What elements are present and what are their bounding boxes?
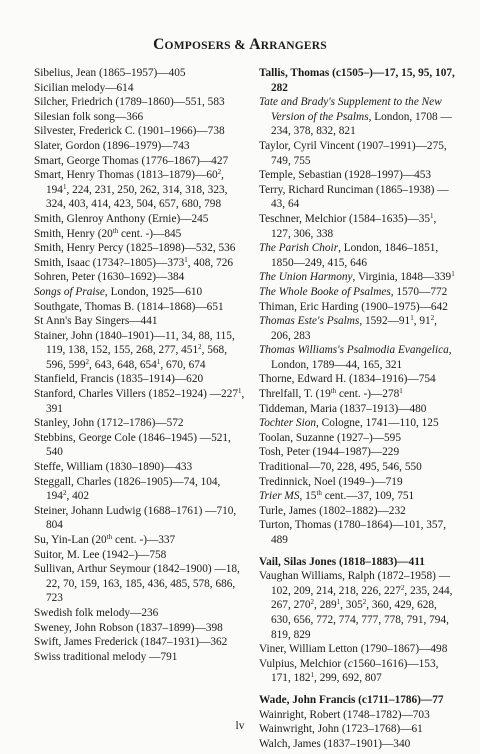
- index-entry: Turle, James (1802–1882)—232: [259, 504, 406, 517]
- index-entry: Terry, Richard Runciman (1865–1938) —43, 64: [259, 183, 449, 211]
- index-entry: Smith, Henry Percy (1825–1898)—532, 536: [34, 242, 236, 255]
- index-entry: Smith, Glenroy Anthony (Ernie)—245: [34, 212, 209, 225]
- index-entry: Tochter Sion, Cologne, 1741—110, 125: [259, 417, 439, 430]
- index-entry: Sicilian melody—614: [34, 81, 134, 94]
- index-entry: Wainright, Robert (1748–1782)—703: [259, 708, 430, 721]
- index-entry: Tate and Brady's Supplement to the New Version of the Psalms, London, 1708 —234, 378, 832, 821: [259, 96, 452, 138]
- index-entry: The Whole Booke of Psalmes, 1570—772: [259, 285, 448, 298]
- index-entry: Sibelius, Jean (1865–1957)—405: [34, 67, 186, 79]
- index-entry: Stainer, John (1840–1901)—11, 34, 88, 115, 119, 138, 152, 155, 268, 277, $451^2$, 568, 596, $599^2$, 643, 648, $654^1$, 670, 674: [34, 329, 235, 371]
- index-entry: Silesian folk song—366: [34, 110, 144, 123]
- index-entry: Wainwright, John (1723–1768)—61: [259, 723, 423, 736]
- index-entry: Steffe, William (1830–1890)—433: [34, 461, 193, 474]
- index-entry: Vaughan Williams, Ralph (1872–1958) —102, 209, 214, 218, 226, $227^2$, 235, 244, 267, $270^2$, $289^1$, $305^2$, 360, 429, 628, 630, 656, 772, 774, 777, 778, 791, 794, 819, 829: [259, 570, 453, 641]
- index-column-right: [259, 66, 455, 751]
- index-entry: Toolan, Suzanne (1927–)—595: [259, 431, 401, 444]
- index-entry: Vulpius, Melchior (c1560–1616)—153, 171, $182^1$, 299, 692, 807: [259, 657, 439, 685]
- index-entry: Songs of Praise, London, 1925—610: [34, 285, 203, 298]
- index-entry: Thiman, Eric Harding (1900–1975)—642: [259, 300, 448, 313]
- index-entry: The Parish Choir, London, 1846–1851, 1850—249, 415, 646: [259, 242, 439, 269]
- index-entry: Wade, John Francis (c1711–1786)—77: [259, 693, 444, 706]
- index-entry: Temple, Sebastian (1928–1997)—453: [259, 169, 432, 182]
- index-entry: Suitor, M. Lee (1942–)—758: [34, 548, 167, 561]
- index-entry: Taylor, Cyril Vincent (1907–1991)—275, 749, 755: [259, 139, 447, 167]
- index-entry: Smart, Henry Thomas $(1813-1879)—60^2$, $194^1$, 224, 231, 250, 262, 314, 318, 323, 324, 403, 414, 423, 504, 657, 680, 798: [34, 168, 228, 211]
- index-entry: Threlfall, T. (19th cent. $-)—278^1$: [259, 387, 403, 401]
- page-title: COMPOSERS & ARRANGERS: [153, 36, 327, 53]
- index-entry: Thomas Williams's Psalmodia Evangelica, London, 1789—44, 165, 321: [259, 344, 452, 371]
- index-entry: Vail, Silas Jones (1818–1883)—411: [259, 555, 425, 568]
- index-entry: Su, Yin-Lan (20th cent. -)—337: [34, 533, 176, 546]
- index-entry: Smart, George Thomas (1776–1867)—427: [34, 154, 229, 167]
- index-entry: Slater, Gordon (1896–1979)—743: [34, 139, 190, 152]
- index-entry: Swiss traditional melody —791: [34, 650, 178, 663]
- index-entry: Stebbins, George Cole (1846–1945) —521, 540: [34, 431, 231, 459]
- index-entry: Silvester, Frederick C. (1901–1966)—738: [34, 125, 225, 138]
- index-entry: Viner, William Letton (1790–1867)—498: [259, 643, 448, 656]
- index-entry: Walch, James (1837–1901)—340: [259, 737, 411, 750]
- index-column-left: [34, 66, 246, 664]
- index-entry: Tosh, Peter (1944–1987)—229: [259, 446, 400, 459]
- index-entry: Sohren, Peter (1630–1692)—384: [34, 271, 185, 284]
- index-entry: Tallis, Thomas (c1505–)—17, 15, 95, 107, 282: [259, 67, 455, 94]
- index-entry: Trier MS, 15th cent.—37, 109, 751: [259, 489, 415, 503]
- index-entry: Smith, Henry (20th cent. -)—845: [34, 226, 182, 240]
- page-number: lv: [235, 720, 245, 732]
- index-entry: Thorne, Edward H. (1834–1916)—754: [259, 373, 436, 386]
- index-entry: Sullivan, Arthur Seymour (1842–1900) —18, 22, 70, 159, 163, 185, 436, 485, 578, 686, 723: [34, 563, 240, 605]
- index-entry: The Union Harmony, Virginia, $1848—339^1$: [259, 270, 455, 284]
- index-entry: Steiner, Johann Ludwig (1688–1761) —710, 804: [34, 504, 237, 532]
- index-entry: Sweney, John Robson (1837–1899)—398: [34, 621, 223, 634]
- index-entry: Southgate, Thomas B. (1814–1868)—651: [34, 300, 224, 313]
- index-entry: Thomas Este's Psalms, $1592—91^1$, $91^2$, 206, 283: [259, 314, 437, 342]
- index-entry: Swift, James Frederick (1847–1931)—362: [34, 636, 228, 649]
- index-entry: St Ann's Bay Singers—441: [34, 315, 158, 328]
- index-entry: Smith, Isaac $(1734?-1805)—373^1$, 408, 726: [34, 255, 233, 269]
- index-entry: Stanfield, Francis (1835–1914)—620: [34, 373, 204, 386]
- index-entry: Steggall, Charles (1826–1905)—74, 104, $194^2$, 402: [34, 475, 221, 503]
- index-entry: Tredinnick, Noel (1949–)—719: [259, 475, 403, 488]
- index-entry: Teschner, Melchior $(1584-1635)—35^1$, 127, 306, 338: [259, 211, 437, 240]
- index-entry: Turton, Thomas (1780–1864)—101, 357, 489: [259, 519, 447, 546]
- index-entry: Traditional—70, 228, 495, 546, 550: [259, 461, 422, 474]
- index-entry: Stanford, Charles Villers (1852–1924) $—227^1$, 391: [34, 387, 245, 415]
- index-entry: Tiddeman, Maria (1837–1913)—480: [259, 402, 427, 415]
- index-entry: Stanley, John (1712–1786)—572: [34, 417, 184, 430]
- index-entry: Swedish folk melody—236: [34, 606, 159, 619]
- index-entry: Silcher, Friedrich (1789–1860)—551, 583: [34, 96, 225, 109]
